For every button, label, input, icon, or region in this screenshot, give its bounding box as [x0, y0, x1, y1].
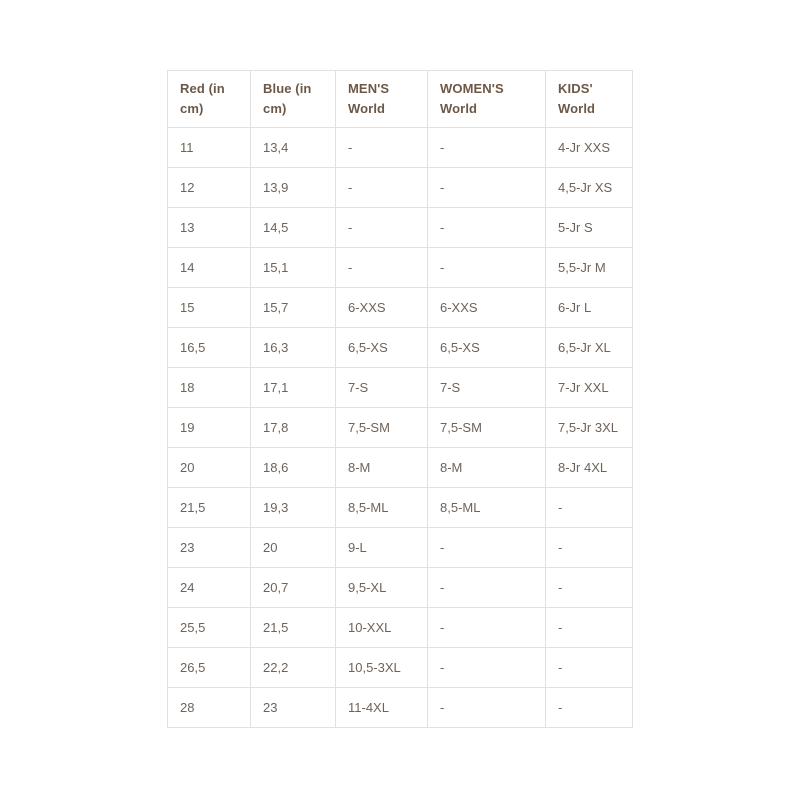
- table-cell: 24: [168, 568, 251, 608]
- table-cell: -: [546, 488, 633, 528]
- table-cell: 15,1: [251, 248, 336, 288]
- table-row: [168, 288, 633, 328]
- table-cell: 8-M: [428, 448, 546, 488]
- table-cell: -: [546, 648, 633, 688]
- table-row: [168, 448, 633, 488]
- table-cell: 12: [168, 168, 251, 208]
- table-cell: 19,3: [251, 488, 336, 528]
- table-cell: 6,5-Jr XL: [546, 328, 633, 368]
- table-cell: 7-S: [336, 368, 428, 408]
- table-cell: -: [428, 528, 546, 568]
- table-cell: 6-XXS: [428, 288, 546, 328]
- table-cell: 6,5-XS: [336, 328, 428, 368]
- column-header: KIDS' World: [546, 71, 633, 128]
- table-cell: -: [336, 128, 428, 168]
- table-cell: 21,5: [168, 488, 251, 528]
- table-cell: 14: [168, 248, 251, 288]
- table-cell: 8-M: [336, 448, 428, 488]
- table-cell: 28: [168, 688, 251, 728]
- table-cell: 6-Jr L: [546, 288, 633, 328]
- table-cell: -: [428, 168, 546, 208]
- table-cell: 18,6: [251, 448, 336, 488]
- table-cell: 9,5-XL: [336, 568, 428, 608]
- column-header: Blue (in cm): [251, 71, 336, 128]
- table-cell: 16,3: [251, 328, 336, 368]
- table-cell: 20: [251, 528, 336, 568]
- table-cell: 9-L: [336, 528, 428, 568]
- table-cell: 7-Jr XXL: [546, 368, 633, 408]
- table-cell: 14,5: [251, 208, 336, 248]
- table-cell: 25,5: [168, 608, 251, 648]
- table-cell: 16,5: [168, 328, 251, 368]
- table-cell: 11-4XL: [336, 688, 428, 728]
- table-cell: -: [428, 128, 546, 168]
- table-cell: 19: [168, 408, 251, 448]
- table-cell: 6-XXS: [336, 288, 428, 328]
- table-row: [168, 408, 633, 448]
- column-header: WOMEN'S World: [428, 71, 546, 128]
- size-conversion-table: [167, 70, 633, 728]
- table-row: [168, 128, 633, 168]
- table-cell: -: [428, 208, 546, 248]
- table-row: [168, 168, 633, 208]
- table-cell: -: [428, 568, 546, 608]
- table-cell: 17,8: [251, 408, 336, 448]
- table-header: [168, 71, 633, 128]
- table-cell: -: [428, 248, 546, 288]
- table-row: [168, 368, 633, 408]
- table-row: [168, 208, 633, 248]
- table-cell: 7,5-Jr 3XL: [546, 408, 633, 448]
- table-body: [168, 128, 633, 728]
- table-cell: 10,5-3XL: [336, 648, 428, 688]
- header-row: [168, 71, 633, 128]
- table-cell: -: [546, 688, 633, 728]
- table-row: [168, 528, 633, 568]
- table-cell: 15,7: [251, 288, 336, 328]
- table-cell: -: [546, 528, 633, 568]
- table-cell: 7,5-SM: [336, 408, 428, 448]
- table-cell: 23: [168, 528, 251, 568]
- table-row: [168, 488, 633, 528]
- table-cell: 4,5-Jr XS: [546, 168, 633, 208]
- table-cell: 5,5-Jr M: [546, 248, 633, 288]
- table-cell: 22,2: [251, 648, 336, 688]
- table-row: [168, 648, 633, 688]
- table-cell: 13,9: [251, 168, 336, 208]
- table-cell: -: [336, 248, 428, 288]
- table-row: [168, 328, 633, 368]
- table-cell: 20: [168, 448, 251, 488]
- table-cell: 4-Jr XXS: [546, 128, 633, 168]
- table-row: [168, 568, 633, 608]
- table-cell: 6,5-XS: [428, 328, 546, 368]
- column-header: MEN'S World: [336, 71, 428, 128]
- table-cell: 13,4: [251, 128, 336, 168]
- table-cell: 17,1: [251, 368, 336, 408]
- table-cell: 15: [168, 288, 251, 328]
- table-cell: 26,5: [168, 648, 251, 688]
- table-cell: 13: [168, 208, 251, 248]
- table-cell: -: [546, 568, 633, 608]
- table-cell: -: [428, 688, 546, 728]
- table-cell: 11: [168, 128, 251, 168]
- table-cell: 20,7: [251, 568, 336, 608]
- table-row: [168, 608, 633, 648]
- table-cell: -: [428, 648, 546, 688]
- column-header: Red (in cm): [168, 71, 251, 128]
- table-row: [168, 248, 633, 288]
- table-cell: 18: [168, 368, 251, 408]
- table-row: [168, 688, 633, 728]
- table-cell: 23: [251, 688, 336, 728]
- table-cell: -: [428, 608, 546, 648]
- table-cell: 21,5: [251, 608, 336, 648]
- table-cell: -: [336, 168, 428, 208]
- table-cell: 7-S: [428, 368, 546, 408]
- table-cell: 8,5-ML: [336, 488, 428, 528]
- table-cell: 8-Jr 4XL: [546, 448, 633, 488]
- table-cell: -: [336, 208, 428, 248]
- table-cell: 5-Jr S: [546, 208, 633, 248]
- table-cell: 10-XXL: [336, 608, 428, 648]
- table-cell: -: [546, 608, 633, 648]
- table-cell: 8,5-ML: [428, 488, 546, 528]
- table-cell: 7,5-SM: [428, 408, 546, 448]
